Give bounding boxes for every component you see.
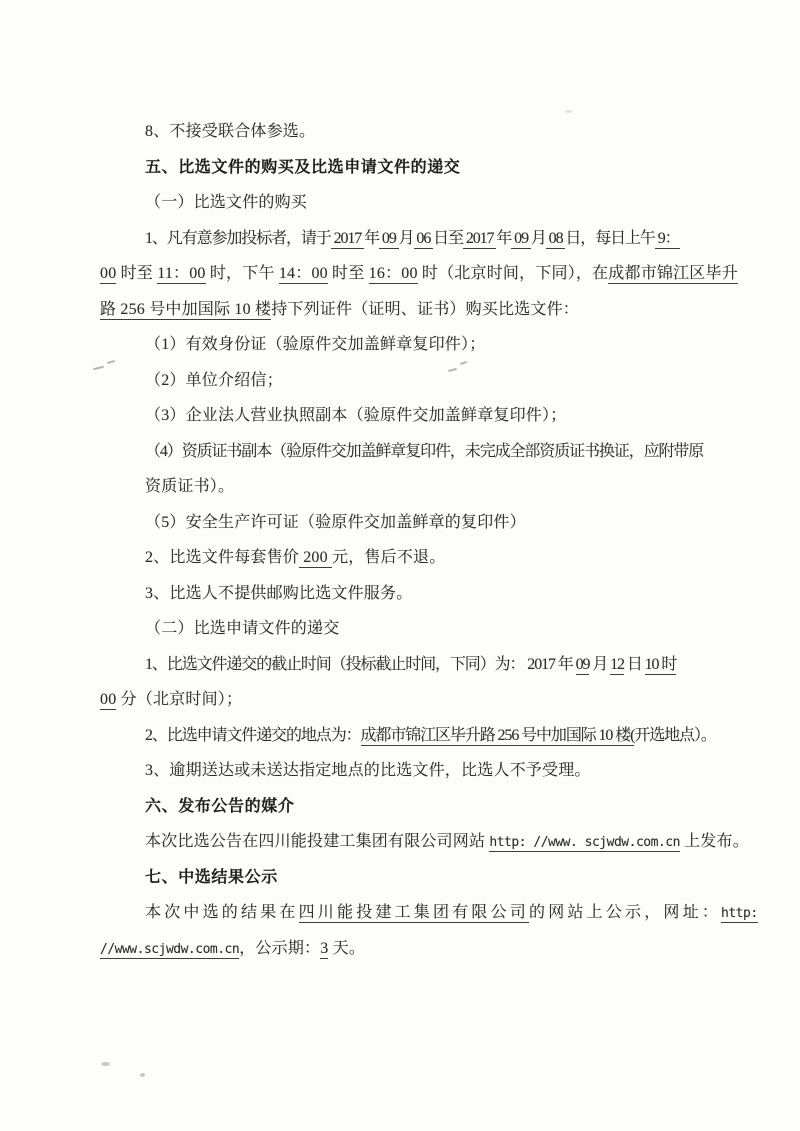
- scan-speck: [140, 1073, 145, 1077]
- text-line: [100, 684, 740, 715]
- text-line: [100, 507, 740, 538]
- text-line: [100, 578, 740, 609]
- text-segment: （3）企业法人营业执照副本（验原件交加盖鲜章复印件）；: [145, 407, 567, 424]
- text-line: [100, 862, 740, 893]
- underlined-text: 2017: [330, 229, 365, 247]
- underlined-text: 9：: [654, 229, 680, 247]
- text-segment: 本次中选的结果在: [145, 904, 299, 921]
- text-segment: 日: [623, 655, 645, 673]
- text-segment: 月: [589, 655, 611, 673]
- text-segment: 时至: [116, 265, 158, 282]
- text-segment: 月: [398, 229, 414, 247]
- underlined-text: 00: [100, 691, 117, 708]
- text-segment: 8、不接受联合体参选。: [145, 123, 316, 140]
- text-line: [100, 400, 740, 431]
- underlined-text: 10 时: [644, 655, 677, 673]
- underlined-text: 09: [379, 229, 399, 247]
- text-segment: 资质证书）。: [145, 478, 235, 495]
- underlined-text: 200: [299, 549, 333, 566]
- text-line: [100, 365, 740, 396]
- text-segment: 七、中选结果公示: [145, 868, 278, 886]
- text-segment: 时（北京时间，下同），在: [417, 265, 609, 282]
- text-line: [100, 436, 740, 467]
- text-segment: 年: [496, 229, 512, 247]
- text-segment: 2、比选文件每套售价: [145, 549, 300, 566]
- text-segment: 六、发布公告的媒介: [145, 797, 295, 815]
- text-line: [100, 933, 740, 964]
- text-segment: 3、比选人不提供邮购比选文件服务。: [145, 584, 413, 602]
- text-line: [100, 755, 740, 786]
- text-segment: 本次比选公告在四川能投建工集团有限公司网站: [145, 833, 490, 850]
- underlined-text: 09: [575, 655, 590, 673]
- underlined-text: 路 256 号中加国际 10 楼: [100, 300, 272, 318]
- scan-speck: [565, 110, 572, 113]
- text-line: [100, 116, 740, 147]
- underlined-text: 12: [610, 655, 624, 673]
- text-line: [100, 258, 740, 289]
- underlined-text: http:: [721, 906, 758, 921]
- underlined-text: 成都市锦江区毕升: [608, 265, 738, 282]
- text-line: [100, 471, 740, 502]
- text-segment: 的网站上公示，网址：: [529, 904, 722, 921]
- text-segment: 日，每日上午: [565, 229, 655, 247]
- text-segment: 五、比选文件的购买及比选申请文件的递交: [145, 158, 461, 176]
- text-line: [100, 649, 740, 680]
- text-segment: 元，售后不退。: [332, 549, 446, 566]
- text-segment: 上发布。: [679, 833, 749, 850]
- underlined-text: 06: [413, 229, 434, 247]
- text-segment: （2）单位介绍信；: [145, 371, 283, 389]
- text-segment: 天。: [328, 939, 366, 957]
- text-line: [100, 223, 740, 254]
- text-line: [100, 294, 740, 325]
- underlined-text: 11：00: [157, 265, 206, 282]
- text-segment: 开选地点）。: [634, 726, 716, 744]
- text-line: [100, 720, 740, 751]
- text-segment: 时至: [327, 265, 369, 282]
- underlined-text: 14：00: [278, 265, 328, 282]
- text-segment: 月: [530, 229, 546, 247]
- underlined-text: 2017: [462, 229, 497, 247]
- scan-speck: [101, 1062, 110, 1066]
- text-segment: （一）比选文件的购买: [145, 194, 308, 211]
- text-segment: 1、凡有意参加投标者，请于: [145, 229, 331, 247]
- text-segment: （5）安全生产许可证（验原件交加盖鲜章的复印件）: [145, 513, 526, 531]
- text-segment: 2、比选申请文件递交的地点为：: [145, 726, 361, 744]
- text-line: [100, 152, 740, 183]
- text-line: [100, 187, 740, 218]
- text-segment: 时，下午: [205, 265, 279, 282]
- text-line: [100, 329, 740, 360]
- text-segment: 年: [364, 229, 380, 247]
- text-segment: （1）有效身份证（验原件交加盖鲜章复印件）；: [145, 336, 486, 353]
- document-body: [100, 116, 758, 968]
- text-line: [100, 826, 749, 857]
- underlined-text: 3: [320, 939, 329, 957]
- underlined-text: 成都市锦江区毕升路 256 号中加国际 10 楼(: [360, 726, 635, 744]
- text-segment: 1、比选文件递交的截止时间（投标截止时间，下同）为： 2017 年: [145, 655, 576, 673]
- underlined-text: 09: [511, 229, 531, 247]
- text-segment: 日至: [433, 229, 463, 247]
- text-segment: ，公示期：: [239, 939, 321, 957]
- text-segment: （二）比选申请文件的递交: [145, 620, 340, 637]
- text-line: [100, 791, 740, 822]
- underlined-text: 00: [100, 265, 117, 282]
- underlined-text: 16：00: [368, 265, 418, 282]
- text-line: [100, 542, 740, 573]
- text-segment: 分（北京时间）；: [116, 691, 243, 708]
- text-line: [100, 897, 758, 928]
- underlined-text: 四川能投建工集团有限公司: [298, 904, 530, 921]
- underlined-text: //www.scjwdw.com.cn: [100, 941, 240, 957]
- text-segment: （4）资质证书副本（验原件交加盖鲜章复印件，未完成全部资质证书换证，应附带原: [145, 442, 704, 460]
- text-segment: 3、逾期送达或未送达指定地点的比选文件，比选人不予受理。: [145, 762, 591, 779]
- text-segment: 持下列证件（证明、证书）购买比选文件：: [271, 300, 580, 318]
- underlined-text: http: //www. scjwdw.com.cn: [489, 835, 680, 850]
- underlined-text: 08: [545, 229, 566, 247]
- text-line: [100, 613, 740, 644]
